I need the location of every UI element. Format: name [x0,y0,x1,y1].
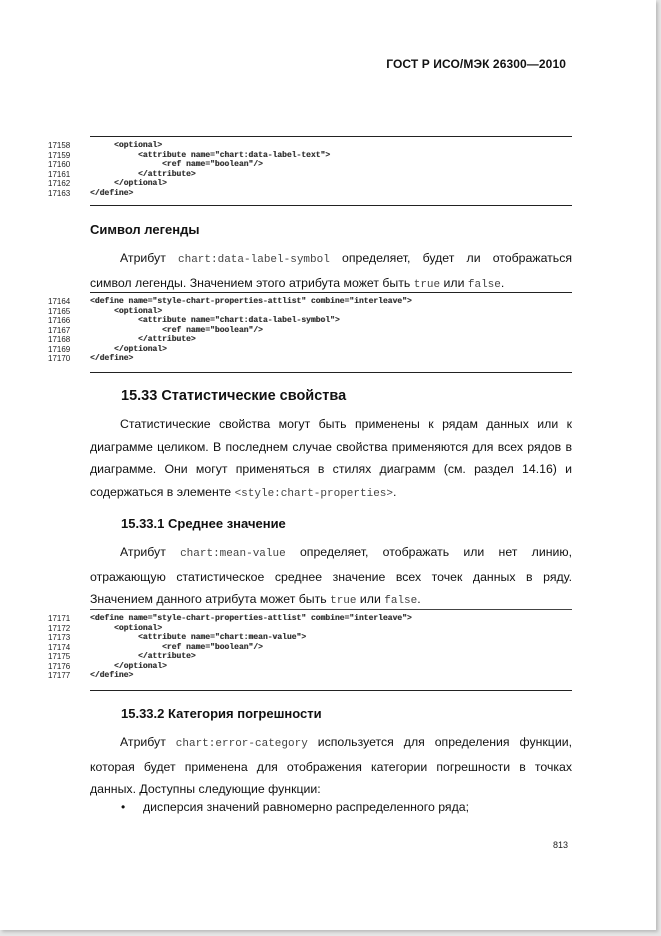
code-block-2 [48,297,588,364]
code-line [48,326,588,336]
code-line [48,151,588,161]
text: определяет, будет ли отображаться символ легенды. Значением этого атрибута может быть [90,251,573,290]
text: Статистические свойства могут быть применены к рядам данных или к диаграмме целиком. В последнем случае свойства применяются для всех рядов в диаграмме. Они могут применяться в стилях диаграмм (см. раздел 14.16) и содержаться в элементе [90,417,572,499]
code-block-1 [48,141,588,198]
code-line [48,614,588,624]
element-name: <style:chart-properties> [234,487,394,500]
code-text: </define> [90,188,134,198]
paragraph-15-33 [90,413,572,505]
attribute-name: chart:error-category [175,738,308,750]
line-number: 17173 [48,633,71,642]
code-rule-top [90,136,572,137]
paragraph-legend [90,247,572,296]
line-number: 17175 [48,652,71,661]
code-text: <attribute name="chart:data-label-symbol"> [138,316,340,325]
code-text: </optional> [114,179,167,188]
code-line [48,160,588,170]
code-text: <attribute name="chart:data-label-text"> [138,150,331,160]
code-text: <optional> [114,623,163,633]
section-heading-15-33: 15.33 Статистические свойства [121,388,347,404]
code-text: <ref name="boolean"/> [162,160,263,169]
code-text: </define> [90,354,134,363]
value-true: true [413,278,441,291]
text: используется для определения функции, которая будет применена для отображения категории погрешности в точках данных. Доступны следующие функции: [90,735,572,796]
code-text: </optional> [114,661,167,671]
code-line [48,662,588,672]
code-rule-bottom [90,205,572,206]
line-number: 17164 [48,297,71,306]
text: Атрибут [120,735,176,749]
text: Атрибут [120,545,181,559]
line-number: 17165 [48,306,71,316]
line-number: 17176 [48,661,71,671]
code-line [48,316,588,326]
page-number: 813 [553,840,569,850]
code-rule-top [90,292,572,293]
code-text: <optional> [114,306,163,316]
code-line [48,624,588,634]
code-line [48,633,588,643]
text: или [356,592,385,606]
code-rule-bottom [90,372,572,373]
line-number: 17158 [48,141,71,150]
line-number: 17166 [48,316,71,325]
code-line [48,189,588,199]
subsection-heading: Символ легенды [90,222,200,237]
code-rule-top [90,609,572,610]
code-line [48,643,588,653]
code-line [48,354,588,364]
line-number: 17174 [48,642,71,652]
section-heading-15-33-2: 15.33.2 Категория погрешности [121,706,322,721]
line-number: 17162 [48,179,71,188]
line-number: 17159 [48,150,71,160]
code-text: <optional> [114,141,163,150]
value-false: false [384,595,418,607]
code-line [48,335,588,345]
line-number: 17170 [48,354,71,363]
code-line [48,652,588,662]
code-line [48,307,588,317]
text: . [500,275,505,290]
text: . [417,592,421,606]
code-line [48,671,588,681]
text: Атрибут [120,251,178,265]
code-line [48,345,588,355]
code-text: </attribute> [138,652,196,661]
paragraph-15-33-1 [90,541,572,613]
line-number: 17168 [48,335,71,344]
line-number: 17169 [48,344,71,354]
line-number: 17167 [48,325,71,335]
bullet-item: дисперсия значений равномерно распределенного ряда; [143,800,470,814]
line-number: 17163 [48,188,71,198]
code-text: </define> [90,671,134,680]
attribute-name: chart:mean-value [180,548,286,560]
code-text: <ref name="boolean"/> [162,325,263,335]
code-block-3 [48,614,588,681]
code-line [48,141,588,151]
code-text: <define name="style-chart-properties-attlist" combine="interleave"> [90,297,412,306]
page-header-standard: ГОСТ Р ИСО/МЭК 26300—2010 [386,57,566,71]
value-true: true [330,595,357,607]
attribute-name: chart:data-label-symbol [178,254,330,266]
code-rule-bottom [90,690,572,691]
line-number: 17160 [48,160,71,169]
code-text: <ref name="boolean"/> [162,642,263,652]
text: или [440,275,468,290]
line-number: 17177 [48,671,71,680]
text: определяет, отображать или нет линию, отражающую статистическое среднее значение всех точек данных в ряду. Значением данного атрибута может быть [90,545,572,606]
bullet-icon: • [121,800,126,814]
code-line [48,297,588,307]
line-number: 17171 [48,614,71,623]
line-number: 17161 [48,169,71,179]
value-false: false [467,278,501,291]
code-text: <attribute name="chart:mean-value"> [138,633,307,642]
code-line [48,179,588,189]
code-text: <define name="style-chart-properties-attlist" combine="interleave"> [90,614,412,623]
line-number: 17172 [48,623,71,633]
paragraph-15-33-2 [90,731,572,801]
code-text: </attribute> [138,335,196,344]
section-heading-15-33-1: 15.33.1 Среднее значение [121,516,286,531]
code-line [48,170,588,180]
code-text: </optional> [114,344,167,354]
code-text: </attribute> [138,169,196,179]
text: . [393,484,397,499]
